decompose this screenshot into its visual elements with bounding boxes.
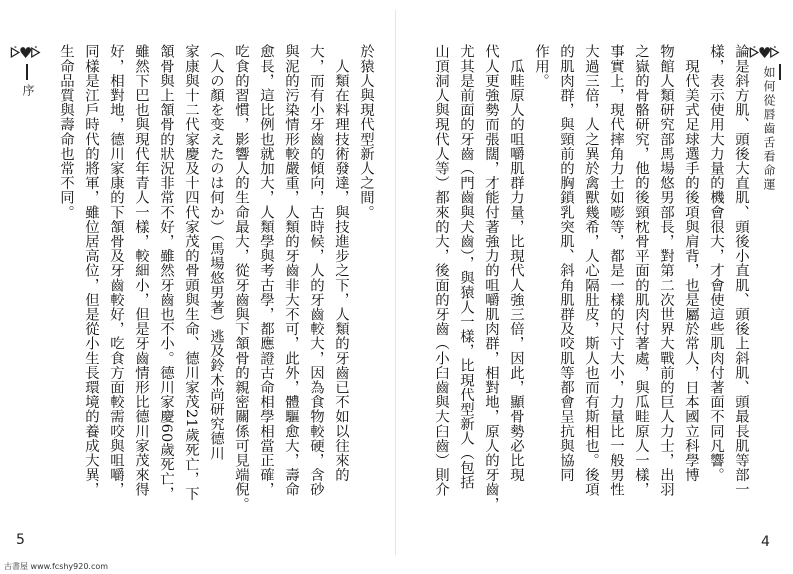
left-body-text <box>48 44 378 514</box>
text-column: 事實上，現代摔角力士如嘭等，都是一樣的尺寸大小，力量比一般男性 <box>608 44 624 497</box>
text-column: 大，而有小牙齒的傾向，古時候，人的牙齒較大，因為食物較硬，含砂 <box>308 44 324 497</box>
text-column: 之嶽的骨骼研究，他的後頸枕骨平面的肌肉付著處，與瓜畦原人一樣， <box>633 44 649 497</box>
left-head-rule <box>26 64 28 80</box>
text-column: 樣，表示使用大力量的機會很大，才會使這些肌肉付著面不同凡響。 <box>708 44 724 482</box>
text-column: 雖然下巴也與現代年青人一樣，較細小，但是牙齒情形比德川家茂來得 <box>133 44 149 497</box>
text-column: （人の顏を变えたのは何か）（馬場悠男著）逃及鈴木尚研究德川 <box>208 44 224 461</box>
text-column: 家康與十二代家慶及十四代家茂的骨頭與生命、德川家茂21歲死亡，下 <box>183 44 199 501</box>
text-column: 山頂洞人與現代人等）都來的大，後面的牙齒（小臼齒與大臼齒）則介 <box>433 44 449 497</box>
right-page <box>397 0 793 574</box>
text-column: 人類在料理技術發達，與技進步之下，人類的牙齒已不如以往來的 <box>333 44 349 482</box>
left-ornament-icon: ᢰ♥ᢰ <box>10 44 40 62</box>
right-body-text <box>423 44 753 514</box>
text-column: 大過三倍，人之異於禽獸幾希，人心隔肚皮，斯人也而有斯相也。後項 <box>583 44 599 497</box>
text-column: 於猿人與現代型新人之間。 <box>358 44 374 220</box>
text-column: 論是斜方肌、頭後大直肌、頭後小直肌、頭後上斜肌、頭最長肌等部一 <box>733 44 749 497</box>
page-gutter <box>395 10 396 555</box>
text-column: 現代美式足球選手的後項與肩背，也是屬於常人，日本國立科學博 <box>683 44 699 482</box>
right-page-number: 4 <box>761 534 770 550</box>
text-column: 尤其是前面的牙齒（門齒與犬齒），與猿人一樣，比現代型新人（包括 <box>458 44 474 490</box>
left-running-head: 序 <box>21 84 35 98</box>
text-column: 的肌肉群，與頸前的胸鎖乳突肌、斜角肌群及咬肌等都會呈抗與協同 <box>558 44 574 482</box>
text-column: 頷骨與上頷骨的狀況非常不好，雖然牙齒也不小。德川家慶60歲死亡， <box>158 44 174 501</box>
text-column: 與泥的污染情形較嚴重，人類的牙齒非大不可，此外，體驅愈大，壽命 <box>283 44 299 497</box>
text-column: 物館人類研究部馬場悠男部長，對第二次世界大戰前的巨人力士，出羽 <box>658 44 674 497</box>
text-column: 瓜畦原人的咀嚼肌群力量，比現代人強三倍，因此，顯骨勢必比現 <box>508 44 524 482</box>
text-column: 作用。 <box>533 44 549 88</box>
right-running-head: 如何從唇齒舌看命運 <box>762 66 776 192</box>
text-column: 愈長，這比例也就加大，人類學與考古學，都應證古命相學相當正確， <box>258 44 274 497</box>
right-ornament-icon: ᢰ♥ᢰ <box>749 44 779 62</box>
text-column: 好，相對地，德川家康的下頷骨及牙齒較好，吃食方面較需咬與咀嚼， <box>108 44 124 497</box>
left-page-number: 5 <box>16 532 25 548</box>
text-column: 吃食的習慣，影響人的生命最大，從牙齒與下頷骨的親密關係可見端倪。 <box>233 44 249 512</box>
right-head-rule <box>779 64 781 80</box>
site-watermark: 古書屋 www.fcshy920.com <box>4 562 109 571</box>
text-column: 同樣是江戶時代的將軍，雖位居高位，但是從小生長環境的養成大異， <box>83 44 99 497</box>
text-column: 代人更強勢而張闊，才能付著強力的咀嚼肌肉群，相對地，原人的牙齒， <box>483 44 499 512</box>
text-column: 生命品質與壽命也常不同。 <box>58 44 74 220</box>
left-page <box>0 0 396 574</box>
